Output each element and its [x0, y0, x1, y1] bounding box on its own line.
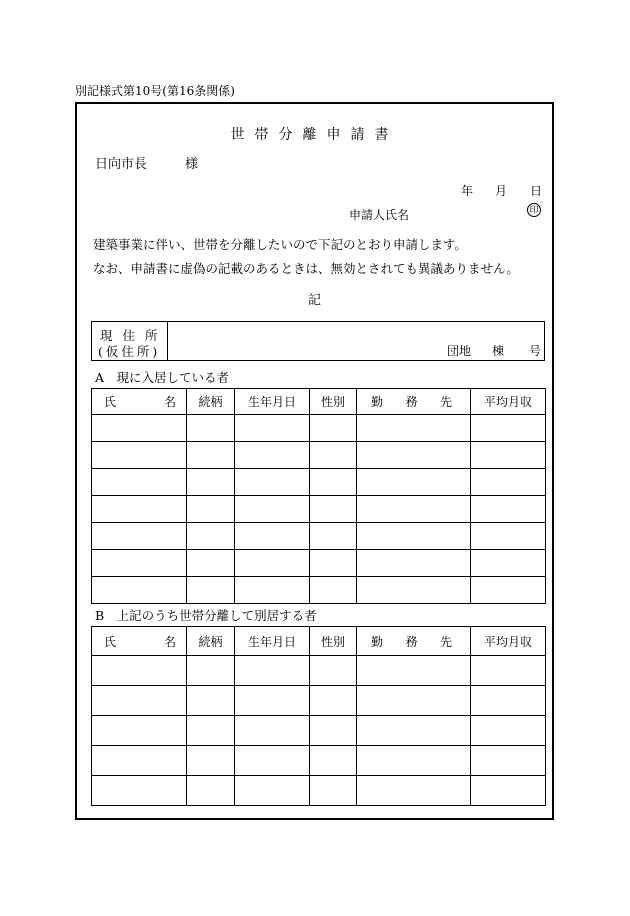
cell-birthdate[interactable]: [235, 776, 310, 806]
cell-gender[interactable]: [310, 469, 357, 496]
ki-heading: 記: [307, 293, 321, 308]
cell-gender[interactable]: [310, 523, 357, 550]
table-row: [92, 496, 546, 523]
cell-income[interactable]: [471, 523, 546, 550]
cell-name[interactable]: [92, 746, 187, 776]
seal-mark: 印: [527, 203, 541, 217]
cell-name[interactable]: [92, 415, 187, 442]
current-residents-table: [91, 388, 546, 604]
cell-name[interactable]: [92, 523, 187, 550]
addressee-honorific: 様: [185, 157, 199, 172]
header-gender: 性別: [310, 389, 357, 415]
form-number: 別記様式第10号(第16条関係): [75, 84, 235, 98]
header-name-2: 名: [163, 634, 176, 649]
header-relation: 続柄: [187, 389, 235, 415]
table-row: [92, 656, 546, 686]
cell-workplace[interactable]: [357, 415, 471, 442]
header-income: 平均月収: [471, 627, 546, 656]
address-box: [91, 321, 545, 361]
cell-name[interactable]: [92, 496, 187, 523]
cell-birthdate[interactable]: [235, 496, 310, 523]
header-birthdate: 生年月日: [235, 627, 310, 656]
header-name-1: 氏: [104, 634, 117, 649]
date-month-label: 月: [495, 184, 508, 198]
header-work-2: 務: [405, 634, 418, 649]
application-form-frame: [75, 102, 554, 820]
cell-birthdate[interactable]: [235, 442, 310, 469]
cell-gender[interactable]: [310, 550, 357, 577]
cell-relation[interactable]: [187, 776, 235, 806]
cell-income[interactable]: [471, 550, 546, 577]
cell-birthdate[interactable]: [235, 716, 310, 746]
cell-income[interactable]: [471, 469, 546, 496]
cell-workplace[interactable]: [357, 577, 471, 604]
cell-relation[interactable]: [187, 496, 235, 523]
table-row: [92, 550, 546, 577]
address-label-temporary: (仮住所): [98, 344, 161, 359]
cell-gender[interactable]: [310, 656, 357, 686]
cell-relation[interactable]: [187, 656, 235, 686]
body-text-line-1: 建築事業に伴い、世帯を分離したいので下記のとおり申請します。: [93, 237, 468, 252]
cell-relation[interactable]: [187, 442, 235, 469]
cell-name[interactable]: [92, 550, 187, 577]
cell-gender[interactable]: [310, 415, 357, 442]
cell-relation[interactable]: [187, 746, 235, 776]
header-workplace: [357, 627, 471, 656]
cell-workplace[interactable]: [357, 469, 471, 496]
cell-workplace[interactable]: [357, 550, 471, 577]
table-header-row: [92, 627, 546, 656]
address-label-cell: [92, 322, 168, 360]
cell-birthdate[interactable]: [235, 469, 310, 496]
date-year-label: 年: [461, 184, 474, 198]
table-row: [92, 746, 546, 776]
cell-workplace[interactable]: [357, 776, 471, 806]
address-danchi-label: 団地: [447, 344, 472, 358]
table-header-row: [92, 389, 546, 415]
cell-name[interactable]: [92, 577, 187, 604]
cell-name[interactable]: [92, 776, 187, 806]
header-work-2: 務: [405, 395, 418, 409]
cell-name[interactable]: [92, 656, 187, 686]
section-b-title: B 上記のうち世帯分離して別居する者: [95, 608, 317, 623]
cell-workplace[interactable]: [357, 746, 471, 776]
cell-birthdate[interactable]: [235, 523, 310, 550]
cell-workplace[interactable]: [357, 716, 471, 746]
cell-gender[interactable]: [310, 496, 357, 523]
cell-income[interactable]: [471, 776, 546, 806]
cell-birthdate[interactable]: [235, 550, 310, 577]
header-workplace: [357, 389, 471, 415]
separating-residents-table: [91, 626, 546, 806]
cell-gender[interactable]: [310, 442, 357, 469]
table-row: [92, 415, 546, 442]
addressee: [95, 153, 198, 172]
cell-relation[interactable]: [187, 469, 235, 496]
header-work-1: 勤: [371, 634, 384, 649]
date-day-label: 日: [530, 184, 543, 198]
cell-workplace[interactable]: [357, 523, 471, 550]
address-gou-label: 号: [529, 344, 542, 358]
address-label-current: 現 住 所: [100, 328, 161, 343]
table-row: [92, 716, 546, 746]
section-a-title: A 現に入居している者: [95, 370, 230, 385]
cell-relation[interactable]: [187, 716, 235, 746]
cell-income[interactable]: [471, 415, 546, 442]
table-row: [92, 776, 546, 806]
cell-relation[interactable]: [187, 686, 235, 716]
cell-income[interactable]: [471, 442, 546, 469]
cell-birthdate[interactable]: [235, 415, 310, 442]
header-name: [92, 627, 187, 656]
cell-birthdate[interactable]: [235, 746, 310, 776]
cell-income[interactable]: [471, 577, 546, 604]
addressee-name: 日向市長: [95, 157, 148, 172]
cell-name[interactable]: [92, 686, 187, 716]
header-work-3: 先: [439, 634, 452, 649]
cell-gender[interactable]: [310, 716, 357, 746]
body-text-line-2: なお、申請書に虚偽の記載のあるときは、無効とされても異議ありません。: [93, 261, 519, 276]
header-work-1: 勤: [371, 395, 384, 409]
header-gender: 性別: [310, 627, 357, 656]
header-name-2: 名: [163, 395, 176, 409]
cell-gender[interactable]: [310, 776, 357, 806]
applicant-name-label: 申請人氏名: [349, 208, 410, 222]
table-row: [92, 686, 546, 716]
cell-name[interactable]: [92, 716, 187, 746]
cell-income[interactable]: [471, 686, 546, 716]
header-relation: 続柄: [187, 627, 235, 656]
cell-gender[interactable]: [310, 686, 357, 716]
cell-workplace[interactable]: [357, 656, 471, 686]
table-row: [92, 577, 546, 604]
table-row: [92, 523, 546, 550]
cell-income[interactable]: [471, 716, 546, 746]
form-title: 世帯分離申請書: [230, 127, 399, 143]
cell-birthdate[interactable]: [235, 656, 310, 686]
table-row: [92, 442, 546, 469]
cell-workplace[interactable]: [357, 496, 471, 523]
cell-workplace[interactable]: [357, 686, 471, 716]
cell-birthdate[interactable]: [235, 577, 310, 604]
cell-income[interactable]: [471, 496, 546, 523]
header-name-1: 氏: [104, 395, 117, 409]
cell-relation[interactable]: [187, 550, 235, 577]
cell-gender[interactable]: [310, 577, 357, 604]
header-work-3: 先: [439, 395, 452, 409]
cell-workplace[interactable]: [357, 442, 471, 469]
cell-birthdate[interactable]: [235, 686, 310, 716]
header-name: [92, 389, 187, 415]
header-income: 平均月収: [471, 389, 546, 415]
address-tou-label: 棟: [492, 344, 505, 358]
cell-income[interactable]: [471, 746, 546, 776]
cell-relation[interactable]: [187, 523, 235, 550]
cell-name[interactable]: [92, 469, 187, 496]
header-birthdate: 生年月日: [235, 389, 310, 415]
cell-relation[interactable]: [187, 415, 235, 442]
cell-gender[interactable]: [310, 746, 357, 776]
cell-relation[interactable]: [187, 577, 235, 604]
cell-name[interactable]: [92, 442, 187, 469]
cell-income[interactable]: [471, 656, 546, 686]
table-row: [92, 469, 546, 496]
